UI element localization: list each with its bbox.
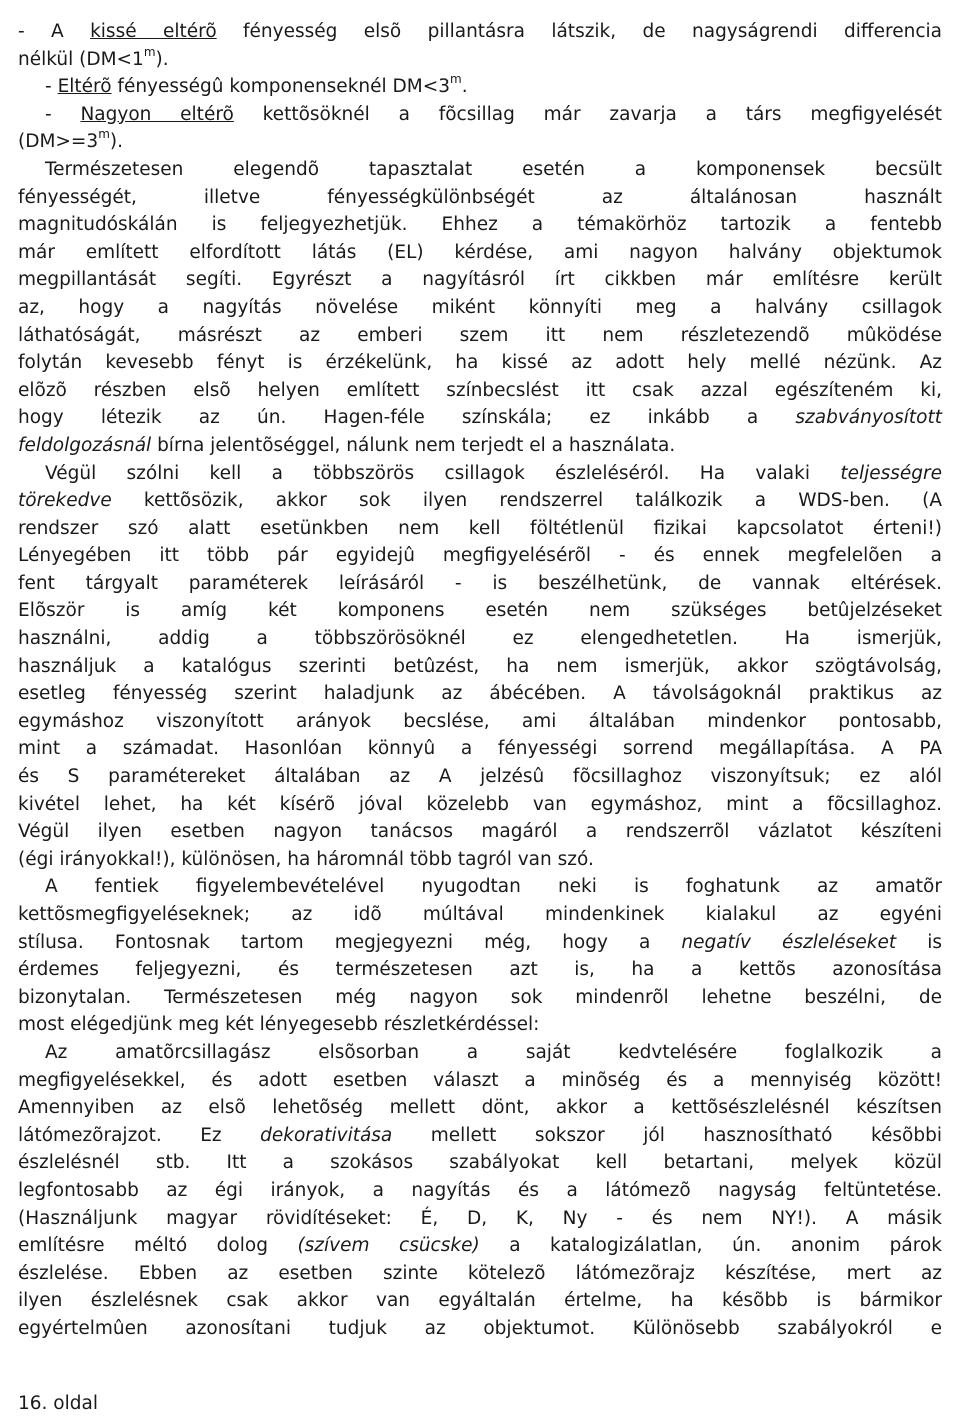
text-line: nélkül $(DM<1^m)$.	[18, 44, 169, 70]
text-line: fényességét, illetve fényességkülönbségét az általánosan használt	[18, 186, 942, 208]
text-line: használjuk a katalógus szerinti betûzést, ha nem ismerjük, akkor szögtávolság,	[18, 655, 942, 677]
text-line: magnitudóskálán is feljegyezhetjük. Ehhez a témakörhöz tartozik a fentebb	[18, 214, 942, 236]
text-line: egymáshoz viszonyított arányok becslése, ami általában mindenkor pontosabb,	[18, 710, 942, 732]
text-line: érdemes feljegyezni, és természetesen azt is, ha a kettõs azonosítása	[18, 959, 942, 981]
text-line: (Használjunk magyar rövidítéseket: É, D, K, Ny - és nem NY!). A másik	[18, 1207, 942, 1229]
text-line: megpillantását segíti. Egyrészt a nagyításról írt cikkben már említésre került	[18, 269, 942, 291]
text-line: említésre méltó dolog (szívem csücske) a katalogizálatlan, ún. anonim párok	[18, 1235, 942, 1257]
text-line: fent tárgyalt paraméterek leírásáról - is beszélhetünk, de vannak eltérések.	[18, 572, 942, 594]
text-line: esetleg fényesség szerint haladjunk az ábécében. A távolságoknál praktikus az	[18, 683, 942, 705]
text-line: (égi irányokkal!), különösen, ha háromnál több tagról van szó.	[18, 848, 594, 870]
text-line: most elégedjünk meg két lényegesebb részletkérdéssel:	[18, 1014, 540, 1036]
text-line: A fentiek figyelembevételével nyugodtan neki is foghatunk az amatõr	[45, 876, 942, 898]
text-line: - Nagyon eltérõ kettõsöknél a fõcsillag már zavarja a társ megfigyelését	[45, 103, 943, 125]
text-line: láthatóságát, másrészt az emberi szem itt nem részletezendõ mûködése	[18, 324, 942, 346]
text-line: elõzõ részben elsõ helyen említett színbecslést itt csak azzal egészíteném ki,	[18, 379, 942, 401]
text-line: Elõször is amíg két komponens esetén nem szükséges betûjelzéseket	[18, 600, 942, 622]
text-line: Az amatõrcsillagász elsõsorban a saját kedvtelésére foglalkozik a	[45, 1041, 942, 1063]
text-line: Végül ilyen esetben nagyon tanácsos magáról a rendszerrõl vázlatot készíteni	[18, 821, 942, 843]
text-line: folytán kevesebb fényt is érzékelünk, ha kissé az adott hely mellé nézünk. Az	[18, 352, 942, 374]
text-line: rendszer szó alatt esetünkben nem kell föltétlenül fizikai kapcsolatot érteni!)	[18, 517, 942, 539]
text-line: az, hogy a nagyítás növelése miként könnyíti meg a halvány csillagok	[18, 296, 942, 318]
text-line: feldolgozásnál bírna jelentõséggel, nálunk nem terjedt el a használata.	[18, 434, 676, 456]
text-line: már említett elfordított látás (EL) kérdése, ami nagyon halvány objektumok	[18, 241, 942, 263]
text-line: $(DM>=3^m)$.	[18, 127, 124, 153]
text-line: használni, addig a többszörösöknél ez elengedhetetlen. Ha ismerjük,	[18, 628, 942, 650]
text-line: kettõsmegfigyeléseknek; az idõ múltával mindenkinek kialakul az egyéni	[18, 904, 942, 925]
text-line: stílusa. Fontosnak tartom megjegyezni még, hogy a negatív észleléseket is	[18, 931, 942, 953]
text-line: - A kissé eltérõ fényesség elsõ pillantásra látszik, de nagyságrendi differencia	[18, 21, 942, 42]
text-line: - Eltérõ fényességû komponenseknél $DM<3^m$.	[45, 72, 468, 98]
text-line: észlelésnél stb. Itt a szokásos szabályokat kell betartani, melyek közül	[18, 1152, 942, 1174]
text-line: mint a számadat. Hasonlóan könnyû a fényességi sorrend megállapítása. A PA	[18, 738, 942, 760]
text-line: legfontosabb az égi irányok, a nagyítás és a látómezõ nagyság feltüntetése.	[18, 1179, 942, 1201]
document-body	[18, 18, 942, 1343]
text-line: kivétel lehet, ha két kísérõ jóval közelebb van egymáshoz, mint a fõcsillaghoz.	[18, 793, 942, 815]
text-line: észlelése. Ebben az esetben szinte kötelezõ látómezõrajz készítése, mert az	[18, 1262, 942, 1284]
text-line: Lényegében itt több pár egyidejû megfigyelésérõl - és ennek megfelelõen a	[18, 545, 942, 567]
text-line: Végül szólni kell a többszörös csillagok észleléséról. Ha valaki teljességre	[45, 462, 942, 484]
text-line: megfigyelésekkel, és adott esetben választ a minõség és a mennyiség között!	[18, 1069, 942, 1091]
text-line: és S paramétereket általában az A jelzésû fõcsillaghoz viszonyítsuk; ez alól	[18, 766, 942, 788]
text-line: ilyen észlelésnek csak akkor van egyáltalán értelme, ha késõbb is bármikor	[18, 1290, 942, 1312]
text-line: hogy létezik az ún. Hagen-féle színskála; ez inkább a szabványosított	[18, 407, 942, 429]
text-line: látómezõrajzot. Ez dekorativitása mellett sokszor jól hasznosítható késõbbi	[18, 1124, 942, 1146]
page-number: 16. oldal	[18, 1393, 98, 1414]
text-line: Amennyiben az elsõ lehetõség mellett dönt, akkor a kettõsészlelésnél készítsen	[18, 1097, 942, 1119]
text-line: Természetesen elegendõ tapasztalat esetén a komponensek becsült	[45, 158, 942, 180]
text-line: törekedve kettõsözik, akkor sok ilyen rendszerrel találkozik a WDS-ben. (A	[18, 490, 942, 512]
text-line: bizonytalan. Természetesen még nagyon sok mindenrõl lehetne beszélni, de	[18, 986, 942, 1008]
text-line: egyértelmûen azonosítani tudjuk az objektumot. Különösebb szabályokról e	[18, 1317, 942, 1339]
